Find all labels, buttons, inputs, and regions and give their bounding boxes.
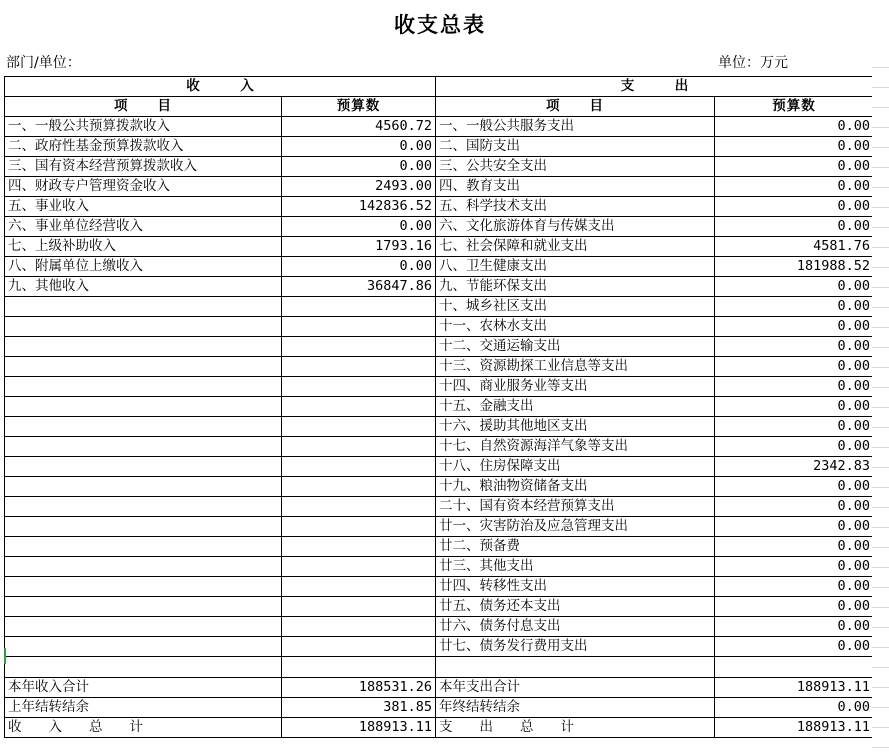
expense-budget-cell[interactable]: 0.00 — [715, 637, 874, 657]
expense-item-cell[interactable]: 十九、粮油物资储备支出 — [436, 477, 715, 497]
expense-item-cell[interactable]: 廿七、债务发行费用支出 — [436, 637, 715, 657]
table-row — [5, 377, 874, 397]
expense-budget-cell[interactable]: 0.00 — [715, 217, 874, 237]
expense-item-cell[interactable]: 二、国防支出 — [436, 137, 715, 157]
income-item-cell[interactable] — [5, 597, 282, 617]
table-row — [5, 537, 874, 557]
expense-budget-cell[interactable]: 0.00 — [715, 517, 874, 537]
table-row — [5, 177, 874, 197]
expense-item-cell[interactable]: 十七、自然资源海洋气象等支出 — [436, 437, 715, 457]
expense-item-header[interactable]: 项 目 — [436, 97, 715, 117]
expense-item-cell[interactable]: 四、教育支出 — [436, 177, 715, 197]
income-item-cell[interactable] — [5, 657, 282, 678]
income-item-cell[interactable] — [5, 317, 282, 337]
table-row — [5, 257, 874, 277]
income-item-cell[interactable] — [5, 537, 282, 557]
table-row — [5, 577, 874, 597]
income-budget-cell[interactable] — [282, 397, 436, 417]
expense-budget-cell[interactable] — [715, 657, 874, 678]
expense-item-cell[interactable]: 十一、农林水支出 — [436, 317, 715, 337]
table-row — [5, 117, 874, 137]
expense-budget-cell[interactable]: 0.00 — [715, 137, 874, 157]
expense-item-cell[interactable]: 十、城乡社区支出 — [436, 297, 715, 317]
expense-item-cell[interactable]: 十四、商业服务业等支出 — [436, 377, 715, 397]
column-header-row — [5, 97, 874, 117]
income-budget-cell[interactable]: 142836.52 — [282, 197, 436, 217]
expense-budget-cell[interactable]: 0.00 — [715, 157, 874, 177]
table-row — [5, 657, 874, 678]
income-budget-cell[interactable] — [282, 637, 436, 657]
expense-budget-header[interactable]: 预算数 — [715, 97, 874, 117]
table-row — [5, 217, 874, 237]
income-budget-cell[interactable]: 4560.72 — [282, 117, 436, 137]
expense-item-cell[interactable]: 廿一、灾害防治及应急管理支出 — [436, 517, 715, 537]
income-item-cell[interactable]: 收 入 总 计 — [5, 718, 282, 738]
expense-item-cell[interactable]: 廿三、其他支出 — [436, 557, 715, 577]
income-item-cell[interactable]: 四、财政专户管理资金收入 — [5, 177, 282, 197]
income-budget-cell[interactable] — [282, 317, 436, 337]
table-row — [5, 417, 874, 437]
table-row — [5, 617, 874, 637]
dept-label: 部门/单位： — [6, 55, 81, 71]
income-budget-cell[interactable] — [282, 557, 436, 577]
expense-budget-cell[interactable]: 0.00 — [715, 177, 874, 197]
page-title: 收支总表 — [394, 13, 486, 37]
expense-item-cell[interactable]: 五、科学技术支出 — [436, 197, 715, 217]
expense-item-cell[interactable]: 三、公共安全支出 — [436, 157, 715, 177]
expense-budget-cell[interactable]: 0.00 — [715, 577, 874, 597]
expense-budget-cell[interactable]: 0.00 — [715, 357, 874, 377]
expense-budget-cell[interactable]: 0.00 — [715, 497, 874, 517]
income-item-cell[interactable]: 七、上级补助收入 — [5, 237, 282, 257]
income-item-cell[interactable] — [5, 337, 282, 357]
income-item-cell[interactable]: 六、事业单位经营收入 — [5, 217, 282, 237]
income-budget-header[interactable]: 预算数 — [282, 97, 436, 117]
expense-budget-cell[interactable]: 0.00 — [715, 117, 874, 137]
income-item-cell[interactable] — [5, 477, 282, 497]
income-item-cell[interactable]: 八、附属单位上缴收入 — [5, 257, 282, 277]
income-item-header[interactable]: 项 目 — [5, 97, 282, 117]
income-section-header[interactable]: 收 入 — [5, 77, 436, 97]
table-row — [5, 137, 874, 157]
expense-budget-cell[interactable]: 0.00 — [715, 477, 874, 497]
expense-budget-cell[interactable]: 0.00 — [715, 317, 874, 337]
income-item-cell[interactable] — [5, 397, 282, 417]
summary-row — [5, 698, 874, 718]
table-row — [5, 517, 874, 537]
table-row — [5, 237, 874, 257]
expense-budget-cell[interactable]: 0.00 — [715, 297, 874, 317]
expense-budget-cell[interactable]: 0.00 — [715, 698, 874, 718]
summary-row — [5, 718, 874, 738]
expense-section-header[interactable]: 支 出 — [436, 77, 874, 97]
income-item-cell[interactable]: 二、政府性基金预算拨款收入 — [5, 137, 282, 157]
expense-item-cell[interactable]: 十八、住房保障支出 — [436, 457, 715, 477]
expense-budget-cell[interactable]: 0.00 — [715, 397, 874, 417]
table-row — [5, 357, 874, 377]
income-item-cell[interactable] — [5, 637, 282, 657]
income-budget-cell[interactable]: 381.85 — [282, 698, 436, 718]
income-item-cell[interactable]: 本年收入合计 — [5, 678, 282, 698]
section-header-row — [5, 77, 874, 97]
expense-item-cell[interactable]: 十五、金融支出 — [436, 397, 715, 417]
expense-budget-cell[interactable]: 0.00 — [715, 417, 874, 437]
income-budget-cell[interactable]: 36847.86 — [282, 277, 436, 297]
table-row — [5, 317, 874, 337]
expense-budget-cell[interactable]: 0.00 — [715, 537, 874, 557]
income-budget-cell[interactable]: 0.00 — [282, 157, 436, 177]
income-item-cell[interactable]: 三、国有资本经营预算拨款收入 — [5, 157, 282, 177]
table-row — [5, 497, 874, 517]
cell-cursor — [4, 648, 6, 664]
income-budget-cell[interactable] — [282, 657, 436, 678]
income-budget-cell[interactable] — [282, 477, 436, 497]
income-item-cell[interactable] — [5, 437, 282, 457]
expense-budget-cell[interactable]: 181988.52 — [715, 257, 874, 277]
expense-budget-cell[interactable]: 188913.11 — [715, 718, 874, 738]
income-item-cell[interactable] — [5, 517, 282, 537]
unit-label: 单位：万元 — [718, 55, 788, 71]
expense-item-cell[interactable]: 年终结转结余 — [436, 698, 715, 718]
sheet-gridlines — [872, 48, 889, 753]
table-row — [5, 197, 874, 217]
table-row — [5, 597, 874, 617]
expense-item-cell[interactable]: 二十、国有资本经营预算支出 — [436, 497, 715, 517]
income-budget-cell[interactable] — [282, 417, 436, 437]
income-item-cell[interactable] — [5, 577, 282, 597]
table-row — [5, 337, 874, 357]
expense-item-cell[interactable]: 一、一般公共服务支出 — [436, 117, 715, 137]
income-budget-cell[interactable] — [282, 457, 436, 477]
table-row — [5, 457, 874, 477]
expense-item-cell[interactable]: 十二、交通运输支出 — [436, 337, 715, 357]
expense-budget-cell[interactable]: 0.00 — [715, 337, 874, 357]
expense-budget-cell[interactable]: 0.00 — [715, 557, 874, 577]
table-row — [5, 557, 874, 577]
income-budget-cell[interactable] — [282, 597, 436, 617]
table-row — [5, 637, 874, 657]
income-item-cell[interactable]: 上年结转结余 — [5, 698, 282, 718]
expense-budget-cell[interactable]: 0.00 — [715, 597, 874, 617]
income-budget-cell[interactable]: 0.00 — [282, 137, 436, 157]
expense-item-cell[interactable]: 廿二、预备费 — [436, 537, 715, 557]
expense-budget-cell[interactable]: 0.00 — [715, 197, 874, 217]
table-row — [5, 477, 874, 497]
income-budget-cell[interactable] — [282, 497, 436, 517]
expense-budget-cell[interactable]: 0.00 — [715, 437, 874, 457]
income-budget-cell[interactable] — [282, 537, 436, 557]
table-row — [5, 157, 874, 177]
income-item-cell[interactable] — [5, 377, 282, 397]
income-budget-cell[interactable] — [282, 437, 436, 457]
expense-budget-cell[interactable]: 188913.11 — [715, 678, 874, 698]
income-item-cell[interactable] — [5, 417, 282, 437]
expense-item-cell[interactable]: 支 出 总 计 — [436, 718, 715, 738]
income-item-cell[interactable] — [5, 617, 282, 637]
table-row — [5, 437, 874, 457]
income-budget-cell[interactable]: 0.00 — [282, 217, 436, 237]
expense-item-cell[interactable]: 十三、资源勘探工业信息等支出 — [436, 357, 715, 377]
income-budget-cell[interactable] — [282, 357, 436, 377]
income-budget-cell[interactable] — [282, 337, 436, 357]
summary-row — [5, 678, 874, 698]
income-item-cell[interactable] — [5, 297, 282, 317]
income-item-cell[interactable]: 五、事业收入 — [5, 197, 282, 217]
income-budget-cell[interactable]: 2493.00 — [282, 177, 436, 197]
expense-item-cell[interactable]: 廿五、债务还本支出 — [436, 597, 715, 617]
income-budget-cell[interactable] — [282, 577, 436, 597]
expense-item-cell[interactable]: 八、卫生健康支出 — [436, 257, 715, 277]
income-item-cell[interactable] — [5, 497, 282, 517]
income-budget-cell[interactable]: 0.00 — [282, 257, 436, 277]
income-budget-cell[interactable] — [282, 517, 436, 537]
expense-budget-cell[interactable]: 2342.83 — [715, 457, 874, 477]
expense-item-cell[interactable]: 廿四、转移性支出 — [436, 577, 715, 597]
income-budget-cell[interactable]: 1793.16 — [282, 237, 436, 257]
income-budget-cell[interactable]: 188913.11 — [282, 718, 436, 738]
table-row — [5, 397, 874, 417]
income-item-cell[interactable] — [5, 457, 282, 477]
budget-table — [4, 76, 874, 738]
income-item-cell[interactable] — [5, 357, 282, 377]
expense-budget-cell[interactable]: 0.00 — [715, 277, 874, 297]
income-budget-cell[interactable] — [282, 617, 436, 637]
expense-item-cell[interactable]: 本年支出合计 — [436, 678, 715, 698]
expense-budget-cell[interactable]: 0.00 — [715, 617, 874, 637]
expense-item-cell[interactable]: 九、节能环保支出 — [436, 277, 715, 297]
expense-budget-cell[interactable]: 4581.76 — [715, 237, 874, 257]
income-item-cell[interactable]: 九、其他收入 — [5, 277, 282, 297]
expense-item-cell[interactable]: 十六、援助其他地区支出 — [436, 417, 715, 437]
income-budget-cell[interactable]: 188531.26 — [282, 678, 436, 698]
table-row — [5, 277, 874, 297]
income-item-cell[interactable] — [5, 557, 282, 577]
expense-item-cell[interactable]: 廿六、债务付息支出 — [436, 617, 715, 637]
table-row — [5, 297, 874, 317]
expense-item-cell[interactable] — [436, 657, 715, 678]
expense-item-cell[interactable]: 七、社会保障和就业支出 — [436, 237, 715, 257]
income-budget-cell[interactable] — [282, 297, 436, 317]
expense-item-cell[interactable]: 六、文化旅游体育与传媒支出 — [436, 217, 715, 237]
income-budget-cell[interactable] — [282, 377, 436, 397]
expense-budget-cell[interactable]: 0.00 — [715, 377, 874, 397]
income-item-cell[interactable]: 一、一般公共预算拨款收入 — [5, 117, 282, 137]
